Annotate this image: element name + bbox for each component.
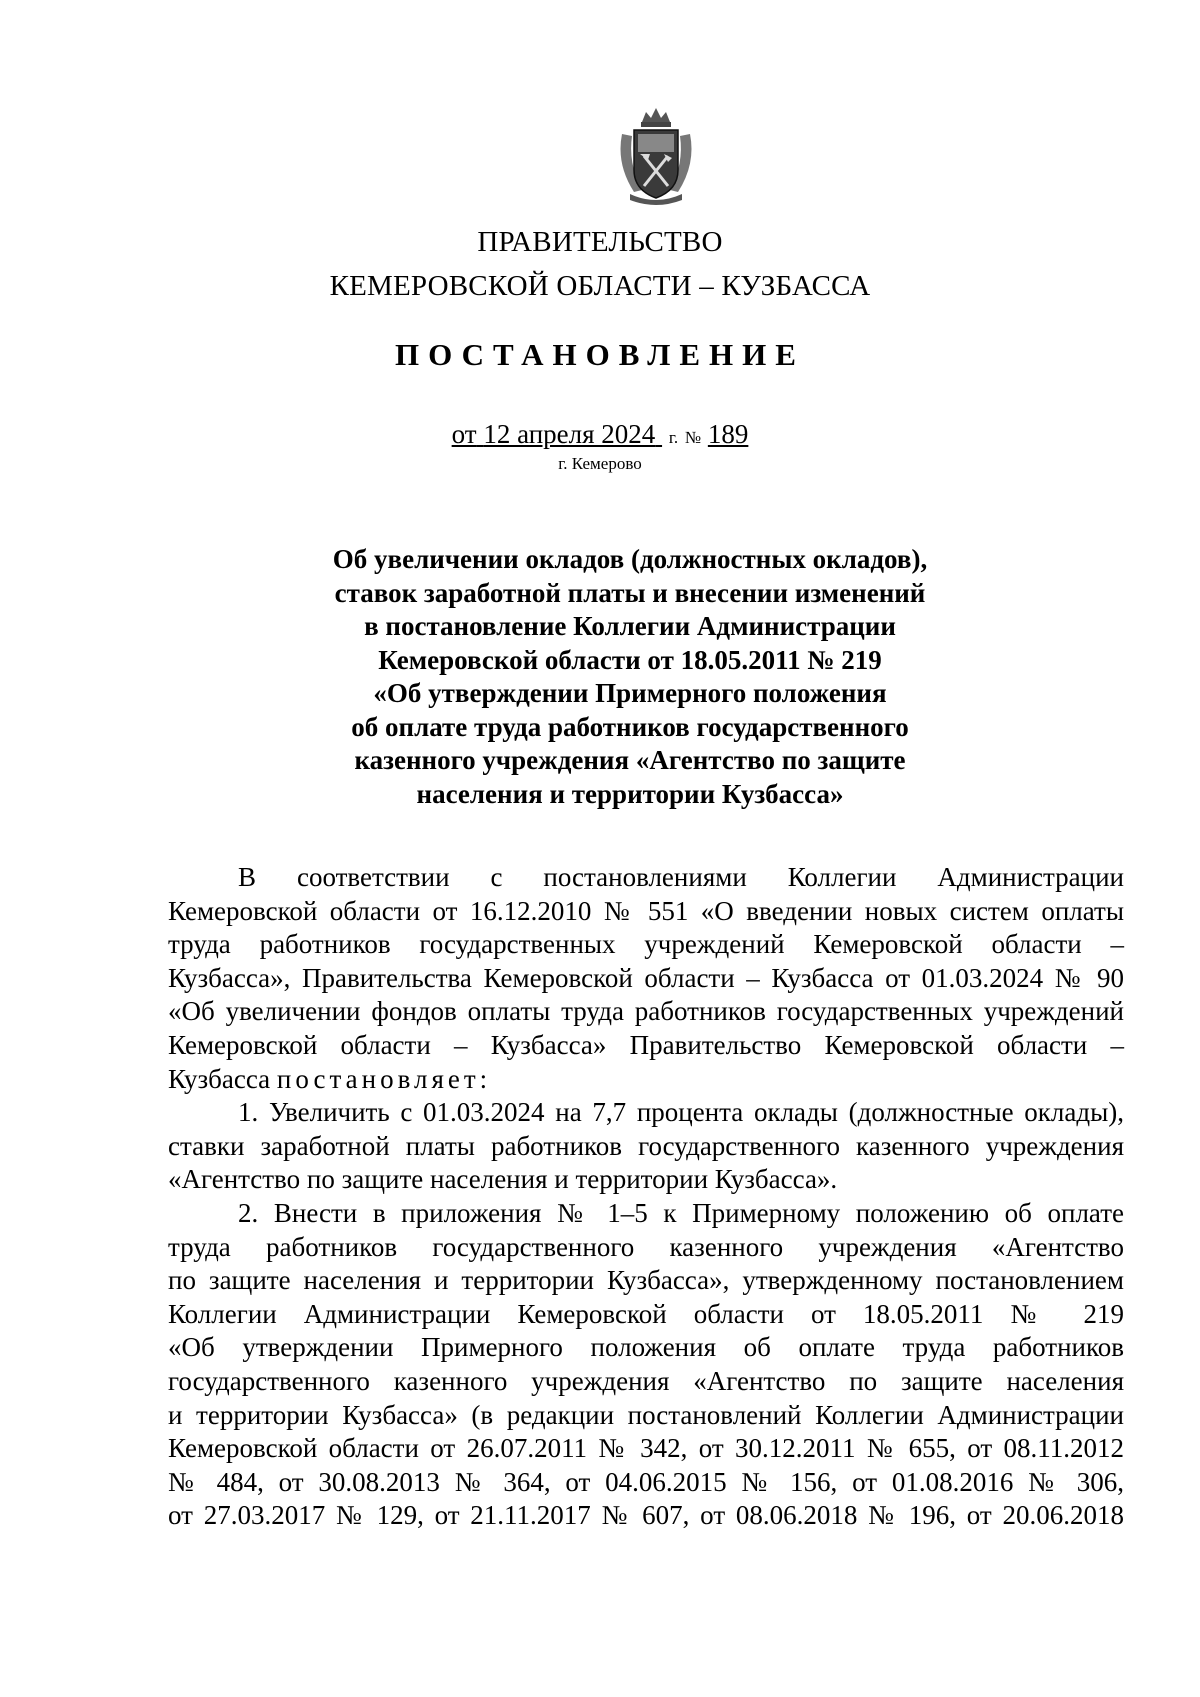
item-1-paragraph	[168, 1096, 1124, 1197]
date-prefix: от	[451, 419, 477, 449]
body-line: «Агентство по защите населения и территории Кузбасса».	[168, 1164, 838, 1195]
body-line: 2. Внести в приложения № 1–5 к Примерному положению об оплате	[238, 1197, 1124, 1228]
body-line: «Об увеличении фондов оплаты труда работников государственных учреждений	[168, 996, 1124, 1027]
title-line: Кемеровской области от 18.05.2011 № 219	[378, 644, 882, 675]
resolves-word: постановляет:	[276, 1063, 492, 1094]
document-number: 189	[707, 419, 749, 449]
body-line: Кузбасса», Правительства Кемеровской области – Кузбасса от 01.03.2024 № 90	[168, 962, 1124, 993]
title-line: в постановление Коллегии Администрации	[364, 611, 896, 641]
body-line: Кемеровской области – Кузбасса» Правительство Кемеровской области –	[168, 1029, 1124, 1060]
title-line: Об увеличении окладов (должностных окладов),	[332, 544, 928, 574]
title-line: казенного учреждения «Агентство по защите	[354, 745, 906, 775]
preamble-paragraph	[168, 861, 1124, 1096]
body-line: и территории Кузбасса» (в редакции постановлений Коллегии Администрации	[168, 1399, 1124, 1430]
title-line: населения и территории Кузбасса»	[416, 778, 844, 809]
year-suffix: г.	[668, 428, 679, 447]
item-2-paragraph	[168, 1197, 1124, 1533]
preamble-end: Кузбасса	[168, 1063, 271, 1094]
body-line	[168, 1063, 1124, 1097]
document-type: ПОСТАНОВЛЕНИЕ	[395, 337, 805, 372]
body-line: труда работников государственных учреждений Кемеровской области –	[168, 929, 1124, 960]
number-sign: №	[684, 428, 702, 447]
city-name: г. Кемерово	[558, 454, 642, 473]
body-line: В соответствии с постановлениями Коллегии Администрации	[238, 862, 1124, 892]
title-line: об оплате труда работников государственного	[351, 711, 909, 742]
body-line: Коллегии Администрации Кемеровской области от 18.05.2011 № 219	[168, 1298, 1124, 1329]
date-field	[452, 419, 662, 449]
coat-of-arms-emblem	[612, 104, 700, 206]
document-title	[260, 543, 1000, 811]
body-line: по защите населения и территории Кузбасса», утвержденному постановлением	[168, 1265, 1124, 1296]
body-line: Кемеровской области от 26.07.2011 № 342, от 30.12.2011 № 655, от 08.11.2012	[168, 1433, 1124, 1464]
government-name-line2: КЕМЕРОВСКОЙ ОБЛАСТИ – КУЗБАССА	[329, 270, 871, 302]
document-body	[168, 861, 1124, 1533]
body-line: от 27.03.2017 № 129, от 21.11.2017 № 607, от 08.06.2018 № 196, от 20.06.2018	[168, 1500, 1124, 1531]
body-line: 1. Увеличить с 01.03.2024 на 7,7 процента оклады (должностные оклады),	[238, 1097, 1124, 1128]
body-line: государственного казенного учреждения «Агентство по защите населения	[168, 1365, 1124, 1396]
body-line: № 484, от 30.08.2013 № 364, от 04.06.2015 № 156, от 01.08.2016 № 306,	[168, 1466, 1124, 1497]
body-line: ставки заработной платы работников государственного казенного учреждения	[168, 1130, 1124, 1161]
body-line: труда работников государственного казенного учреждения «Агентство	[168, 1231, 1124, 1262]
body-line: Кемеровской области от 16.12.2010 № 551 «О введении новых систем оплаты	[168, 895, 1124, 926]
body-line: «Об утверждении Примерного положения об оплате труда работников	[168, 1332, 1124, 1363]
government-name-line1: ПРАВИТЕЛЬСТВО	[477, 226, 723, 258]
date-number-line	[0, 419, 1200, 450]
document-date: 12 апреля 2024	[483, 419, 656, 449]
title-line: «Об утверждении Примерного положения	[373, 678, 887, 708]
title-line: ставок заработной платы и внесении изменений	[334, 577, 926, 608]
